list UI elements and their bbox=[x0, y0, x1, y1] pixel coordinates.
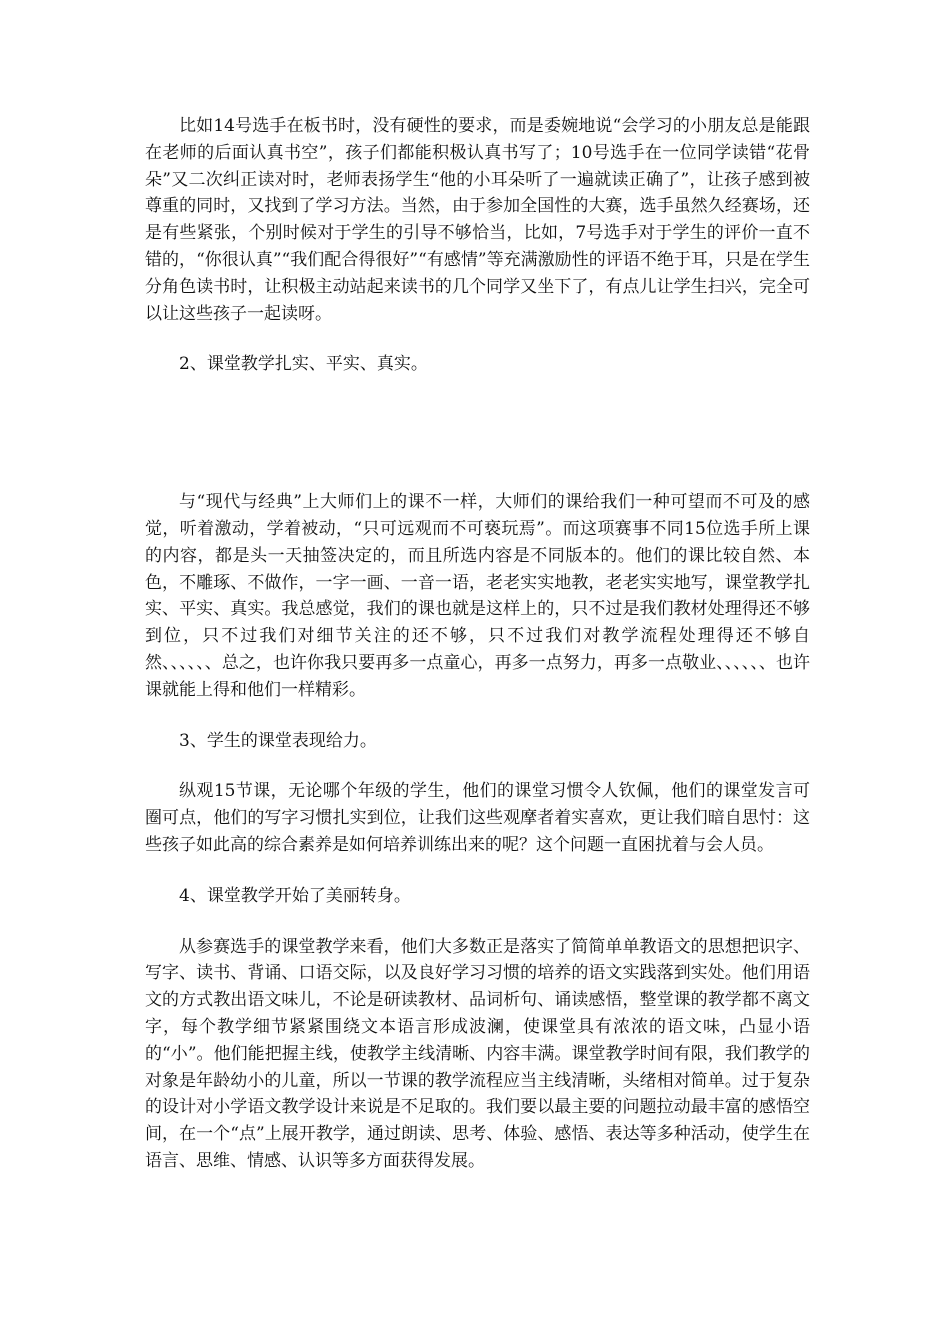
paragraph-spacer bbox=[145, 859, 810, 883]
paragraph-spacer bbox=[145, 704, 810, 728]
document-body bbox=[145, 113, 810, 1175]
paragraph-modern-classic-comparison: 与“现代与经典”上大师们上的课不一样，大师们的课给我们一种可望而不可及的感觉，听着激动，学着被动，“只可远观而不可亵玩焉”。而这项赛事不同15位选手所上课的内容，都是头一天抽签决定的，而且所选内容是不同版本的。他们的课比较自然、本色，不雕琢、不做作，一字一画、一音一语，老老实实地教，老老实实地写，课堂教学扎实、平实、真实。我总感觉，我们的课也就是这样上的，只不过是我们教材处理得还不够到位，只不过我们对细节关注的还不够，只不过我们对教学流程处理得还不够自然、、、、、、总之，也许你我只要再多一点童心，再多一点努力，再多一点敬业、、、、、、也许课就能上得和他们一样精彩。 bbox=[145, 492, 810, 700]
heading-student-performance: 3、学生的课堂表现给力。 bbox=[179, 730, 377, 751]
blank-space bbox=[145, 378, 810, 489]
paragraph-spacer bbox=[145, 754, 810, 778]
paragraph-spacer bbox=[145, 327, 810, 351]
paragraph-simple-chinese-teaching: 从参赛选手的课堂教学来看，他们大多数正是落实了简简单单教语文的思想把识字、写字、读书、背诵、口语交际，以及良好学习习惯的培养的语文实践落到实处。他们用语文的方式教出语文味儿，不论是研读教材、品词析句、诵读感悟，整堂课的教学都不离文字，每个教学细节紧紧围绕文本语言形成波澜，使课堂具有浓浓的语文味，凸显小语的“小”。他们能把握主线，使教学主线清晰、内容丰满。课堂教学时间有限，我们教学的对象是年龄幼小的儿童，所以一节课的教学流程应当主线清晰，头绪相对简单。过于复杂的设计对小学语文教学设计来说是不足取的。我们要以最主要的问题拉动最丰富的感悟空间，在一个“点”上展开教学，通过朗读、思考、体验、感悟、表达等多种活动，使学生在语言、思维、情感、认识等多方面获得发展。 bbox=[145, 936, 810, 1171]
paragraph-fifteen-lessons: 纵观15节课，无论哪个年级的学生，他们的课堂习惯令人钦佩，他们的课堂发言可圈可点，他们的写字习惯扎实到位，让我们这些观摩者着实喜欢，更让我们暗自思忖：这些孩子如此高的综合素养是如何培养训练出来的呢？这个问题一直困扰着与会人员。 bbox=[145, 781, 810, 855]
heading-beautiful-transformation: 4、课堂教学开始了美丽转身。 bbox=[179, 885, 411, 906]
heading-solid-teaching: 2、课堂教学扎实、平实、真实。 bbox=[179, 354, 428, 375]
paragraph-board-writing-praise: 比如14号选手在板书时，没有硬性的要求，而是委婉地说“会学习的小朋友总是能跟在老师的后面认真书空”，孩子们都能积极认真书写了；10号选手在一位同学读错“花骨朵”又二次纠正读对时，老师表扬学生“他的小耳朵听了一遍就读正确了”，让孩子感到被尊重的同时，又找到了学习方法。当然，由于参加全国性的大赛，选手虽然久经赛场，还是有些紧张，个别时候对于学生的引导不够恰当，比如，7号选手对于学生的评价一直不错的，“你很认真”“我们配合得很好”“有感情”等充满激励性的评语不绝于耳，只是在学生分角色读书时，让积极主动站起来读书的几个同学又坐下了，有点儿让学生扫兴，完全可以让这些孩子一起读呀。 bbox=[145, 116, 810, 324]
paragraph-spacer bbox=[145, 910, 810, 934]
